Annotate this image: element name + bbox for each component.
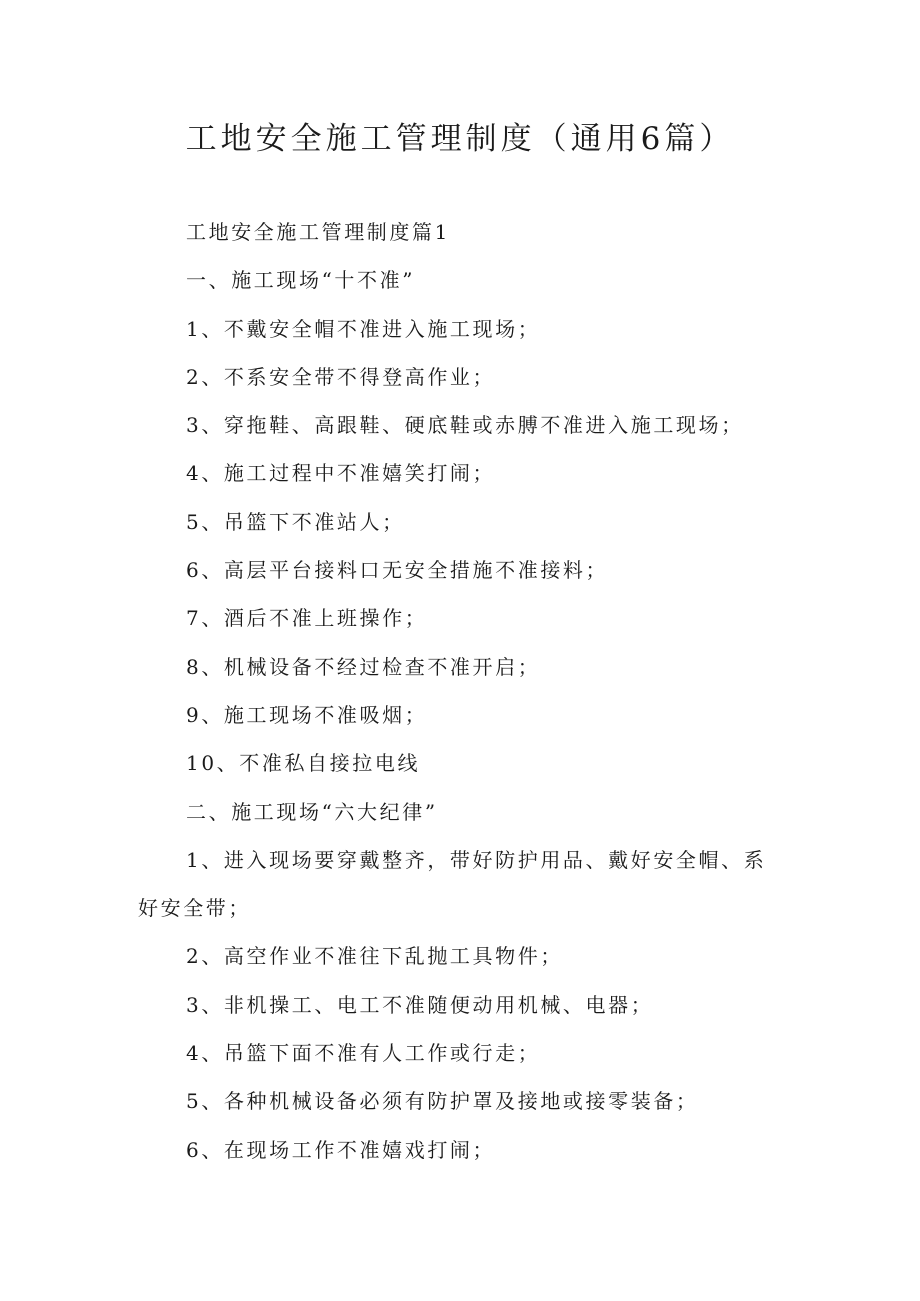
paragraph: 工地安全施工管理制度篇1 — [186, 220, 450, 244]
paragraph: 6、高层平台接料口无安全措施不准接料； — [186, 558, 609, 583]
paragraph: 一、施工现场“十不准” — [186, 268, 416, 293]
paragraph: 10、不准私自接拉电线 — [186, 751, 421, 776]
paragraph: 4、吊篮下面不准有人工作或行走； — [186, 1041, 541, 1066]
paragraph: 3、穿拖鞋、高跟鞋、硬底鞋或赤膊不准进入施工现场； — [186, 413, 744, 438]
paragraph: 1、进入现场要穿戴整齐，带好防护用品、戴好安全帽、系好安全带； — [138, 847, 767, 921]
paragraph: 7、酒后不准上班操作； — [186, 606, 428, 631]
paragraph: 1、不戴安全帽不准进入施工现场； — [186, 316, 541, 341]
paragraph: 9、施工现场不准吸烟； — [186, 702, 428, 727]
document-title: 工地安全施工管理制度（通用6篇） — [185, 121, 735, 157]
paragraph: 4、施工过程中不准嬉笑打闹； — [186, 461, 496, 486]
paragraph: 二、施工现场“六大纪律” — [186, 799, 438, 824]
paragraph: 5、吊篮下不准站人； — [186, 509, 405, 534]
paragraph: 2、不系安全带不得登高作业； — [186, 364, 496, 389]
paragraph: 3、非机操工、电工不准随便动用机械、电器； — [186, 992, 654, 1017]
paragraph: 8、机械设备不经过检查不准开启； — [186, 654, 541, 679]
paragraph: 6、在现场工作不准嬉戏打闹； — [186, 1137, 496, 1162]
paragraph: 5、各种机械设备必须有防护罩及接地或接零装备； — [186, 1089, 699, 1114]
paragraph: 2、高空作业不准往下乱抛工具物件； — [186, 944, 563, 969]
document-body — [138, 208, 782, 1174]
